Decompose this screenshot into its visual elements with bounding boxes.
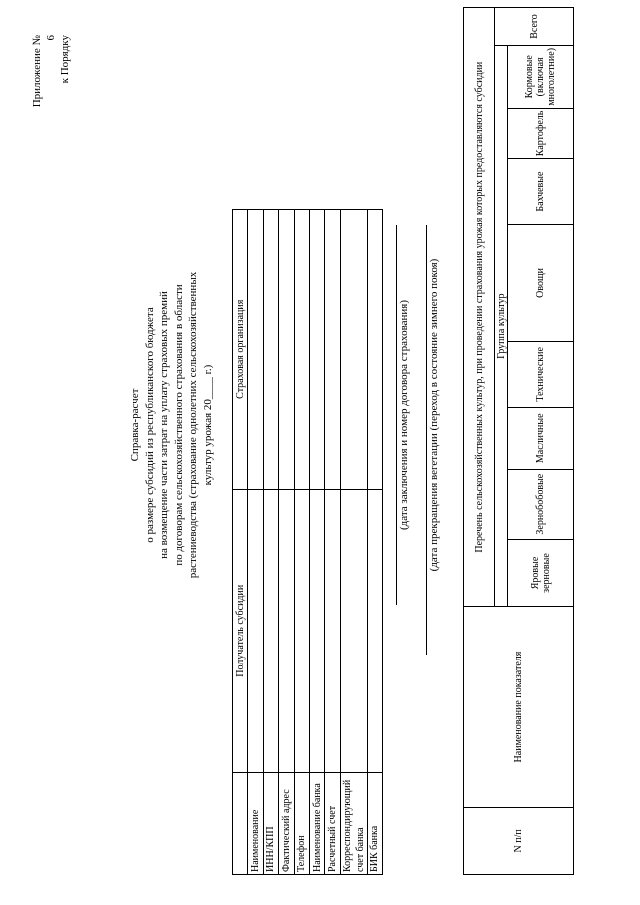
table-row xyxy=(263,210,278,875)
table-cell xyxy=(263,489,278,772)
crop-group-cell: Яровые зерновые xyxy=(508,539,574,607)
table-row xyxy=(325,210,340,875)
appendix-number: Приложение № 6 xyxy=(31,35,57,108)
crop-group-cell: Бахчевые xyxy=(508,159,574,225)
crop-group-cell: Овощи xyxy=(508,224,574,341)
table-cell xyxy=(340,210,367,490)
contract-signature-line xyxy=(396,225,397,605)
total-header: Всего xyxy=(495,8,574,46)
table-cell xyxy=(294,210,309,490)
table-cell xyxy=(294,489,309,772)
crop-group-cell: Кормовые (включая многолетние) xyxy=(508,45,574,108)
table-header-cell: Страховая организация xyxy=(233,210,248,490)
table-row xyxy=(294,210,309,875)
appendix-order: к Порядку xyxy=(59,35,71,84)
table-cell xyxy=(367,489,382,772)
table-header-cell xyxy=(233,773,248,875)
document-title xyxy=(128,225,216,625)
table-cell xyxy=(248,210,263,490)
row-label: Расчетный счет xyxy=(325,773,340,875)
table-cell xyxy=(325,489,340,772)
vegetation-signature-line xyxy=(426,225,427,655)
table-cell xyxy=(279,489,294,772)
row-label: Фактический адрес xyxy=(279,773,294,875)
row-label: БИК банка xyxy=(367,773,382,875)
table-cell xyxy=(279,210,294,490)
table-header-cell: Получатель субсидии xyxy=(233,489,248,772)
title-line: Справка-расчет xyxy=(129,388,141,462)
table-cell xyxy=(309,210,324,490)
row-label: Наименование банка xyxy=(309,773,324,875)
title-line: культур урожая 20____ г.) xyxy=(201,364,214,486)
title-line: о размере субсидий из республиканского бюджета xyxy=(143,307,156,543)
title-line: на возмещение части затрат на уплату страховых премий xyxy=(158,291,171,559)
row-label: ИНН/КПП xyxy=(263,773,278,875)
indicator-header: Наименование показателя xyxy=(464,607,574,807)
table-cell xyxy=(309,489,324,772)
num-header: N п/п xyxy=(464,807,574,874)
row-label: Корреспондирующий счет банка xyxy=(340,773,367,875)
crop-group-cell: Картофель xyxy=(508,108,574,159)
contract-caption: (дата заключения и номер договора страхования) xyxy=(398,300,410,530)
requisites-table xyxy=(232,209,383,875)
crop-group-cell: Зернобобовые xyxy=(508,469,574,539)
table-header-row xyxy=(233,210,248,875)
table-row xyxy=(367,210,382,875)
vegetation-caption: (дата прекращения вегетации (переход в состояние зимнего покоя) xyxy=(428,258,440,572)
title-line: по договорам сельскохозяйственного страхования в области xyxy=(172,284,185,566)
table-row xyxy=(248,210,263,875)
table-row xyxy=(309,210,324,875)
crop-group-header: Группа культур xyxy=(495,45,508,606)
row-label: Телефон xyxy=(294,773,309,875)
appendix-label xyxy=(30,35,72,115)
table-cell xyxy=(263,210,278,490)
table-cell xyxy=(367,210,382,490)
table-cell xyxy=(248,489,263,772)
table-row xyxy=(279,210,294,875)
table-cell xyxy=(325,210,340,490)
crops-list-header: Перечень сельскохозяйственных культур, при проведении страхования урожая которых предоставляются субсидии xyxy=(464,8,495,607)
table-header-row xyxy=(464,8,495,875)
crop-group-cell: Масличные xyxy=(508,407,574,469)
row-label: Наименование xyxy=(248,773,263,875)
crop-group-cell: Технические xyxy=(508,341,574,407)
table-cell xyxy=(340,489,367,772)
table-row xyxy=(340,210,367,875)
title-line: растениеводства (страхование однолетних сельскохозяйственных xyxy=(187,271,200,579)
crops-table xyxy=(463,7,574,875)
